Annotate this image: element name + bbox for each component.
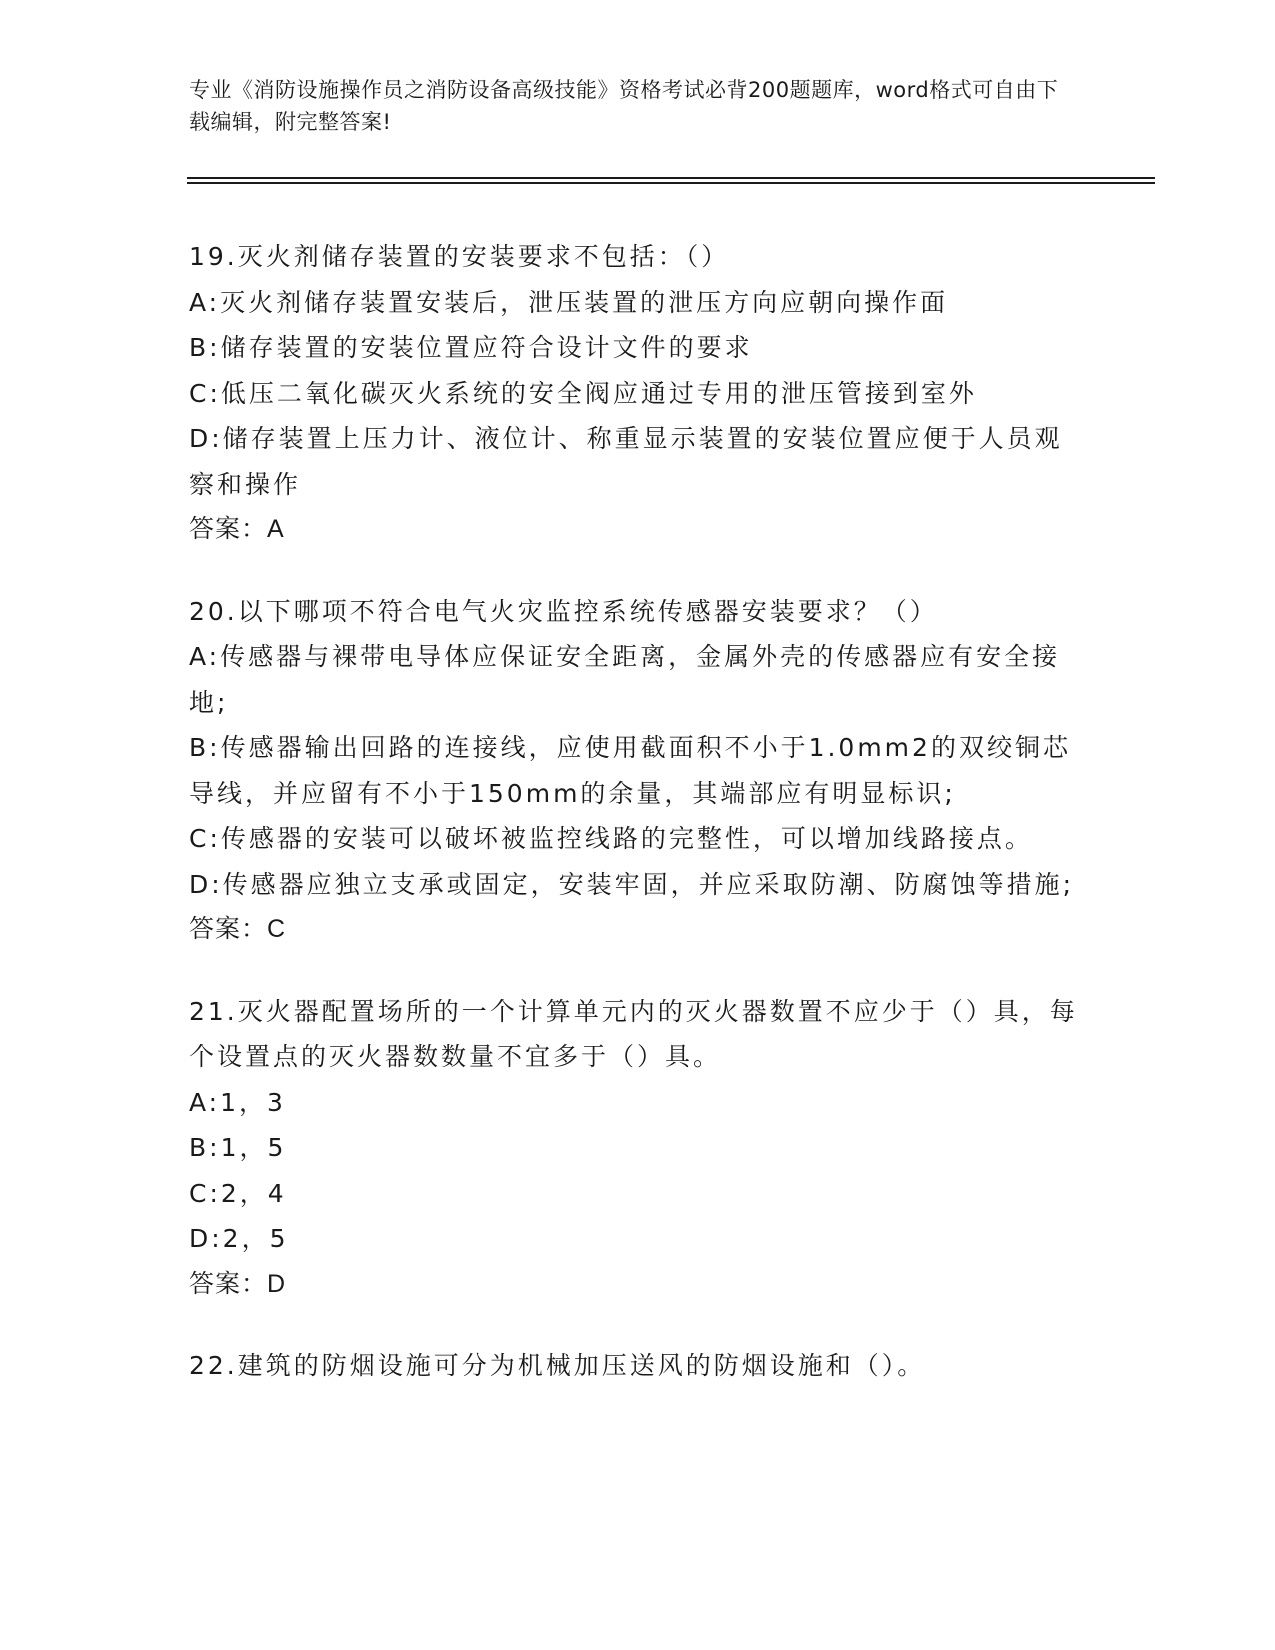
option-a: A:1，3 bbox=[189, 1087, 286, 1117]
answer-label: 答案： bbox=[189, 1269, 268, 1298]
question-stem: 20.以下哪项不符合电气火灾监控系统传感器安装要求？（） bbox=[189, 596, 938, 626]
answer-key: D bbox=[267, 1269, 287, 1298]
option-a: A:灭火剂储存装置安装后，泄压装置的泄压方向应朝向操作面 bbox=[189, 287, 949, 317]
option-c: C:低压二氧化碳灭火系统的安全阀应通过专用的泄压管接到室外 bbox=[189, 378, 977, 408]
answer-label: 答案： bbox=[189, 915, 268, 943]
question-list bbox=[189, 234, 1089, 1425]
option-a: A:传感器与裸带电导体应保证安全距离，金属外壳的传感器应有安全接地; bbox=[189, 642, 1061, 717]
question-stem: 21.灭火器配置场所的一个计算单元内的灭火器数置不应少于（）具，每个设置点的灭火器数数量不宜多于（）具。 bbox=[189, 996, 1078, 1071]
option-c: C:2，4 bbox=[189, 1178, 287, 1208]
option-d: D:储存装置上压力计、液位计、称重显示装置的安装位置应便于人员观察和操作 bbox=[189, 424, 1063, 499]
question-stem: 22.建筑的防烟设施可分为机械加压送风的防烟设施和（）。 bbox=[189, 1351, 926, 1380]
header-divider-bottom bbox=[187, 182, 1155, 184]
question-20 bbox=[189, 589, 1089, 953]
answer-key: C bbox=[267, 915, 287, 943]
answer-line bbox=[189, 907, 1089, 953]
header-divider-top bbox=[187, 177, 1155, 179]
option-d: D:2，5 bbox=[189, 1224, 289, 1253]
question-19 bbox=[189, 234, 1089, 553]
answer-line bbox=[189, 1262, 1089, 1308]
answer-key: A bbox=[267, 515, 285, 543]
question-21 bbox=[189, 989, 1089, 1308]
answer-line bbox=[189, 507, 1089, 553]
option-b: B:储存装置的安装位置应符合设计文件的要求 bbox=[189, 333, 753, 362]
document-header: 专业《消防设施操作员之消防设备高级技能》资格考试必背200题题库，word格式可自由下载编辑，附完整答案! bbox=[189, 78, 1059, 134]
option-b: B:1，5 bbox=[189, 1133, 287, 1162]
question-22 bbox=[189, 1343, 1089, 1389]
option-d: D:传感器应独立支承或固定，安装牢固，并应采取防潮、防腐蚀等措施; bbox=[189, 869, 1075, 899]
option-b: B:传感器输出回路的连接线，应使用截面积不小于1.0mm2的双绞铜芯导线，并应留有不小于150mm的余量，其端部应有明显标识; bbox=[189, 733, 1071, 808]
answer-label: 答案： bbox=[189, 515, 268, 543]
option-c: C:传感器的安装可以破坏被监控线路的完整性，可以增加线路接点。 bbox=[189, 824, 1033, 853]
question-stem: 19.灭火剂储存装置的安装要求不包括：（） bbox=[189, 242, 730, 271]
